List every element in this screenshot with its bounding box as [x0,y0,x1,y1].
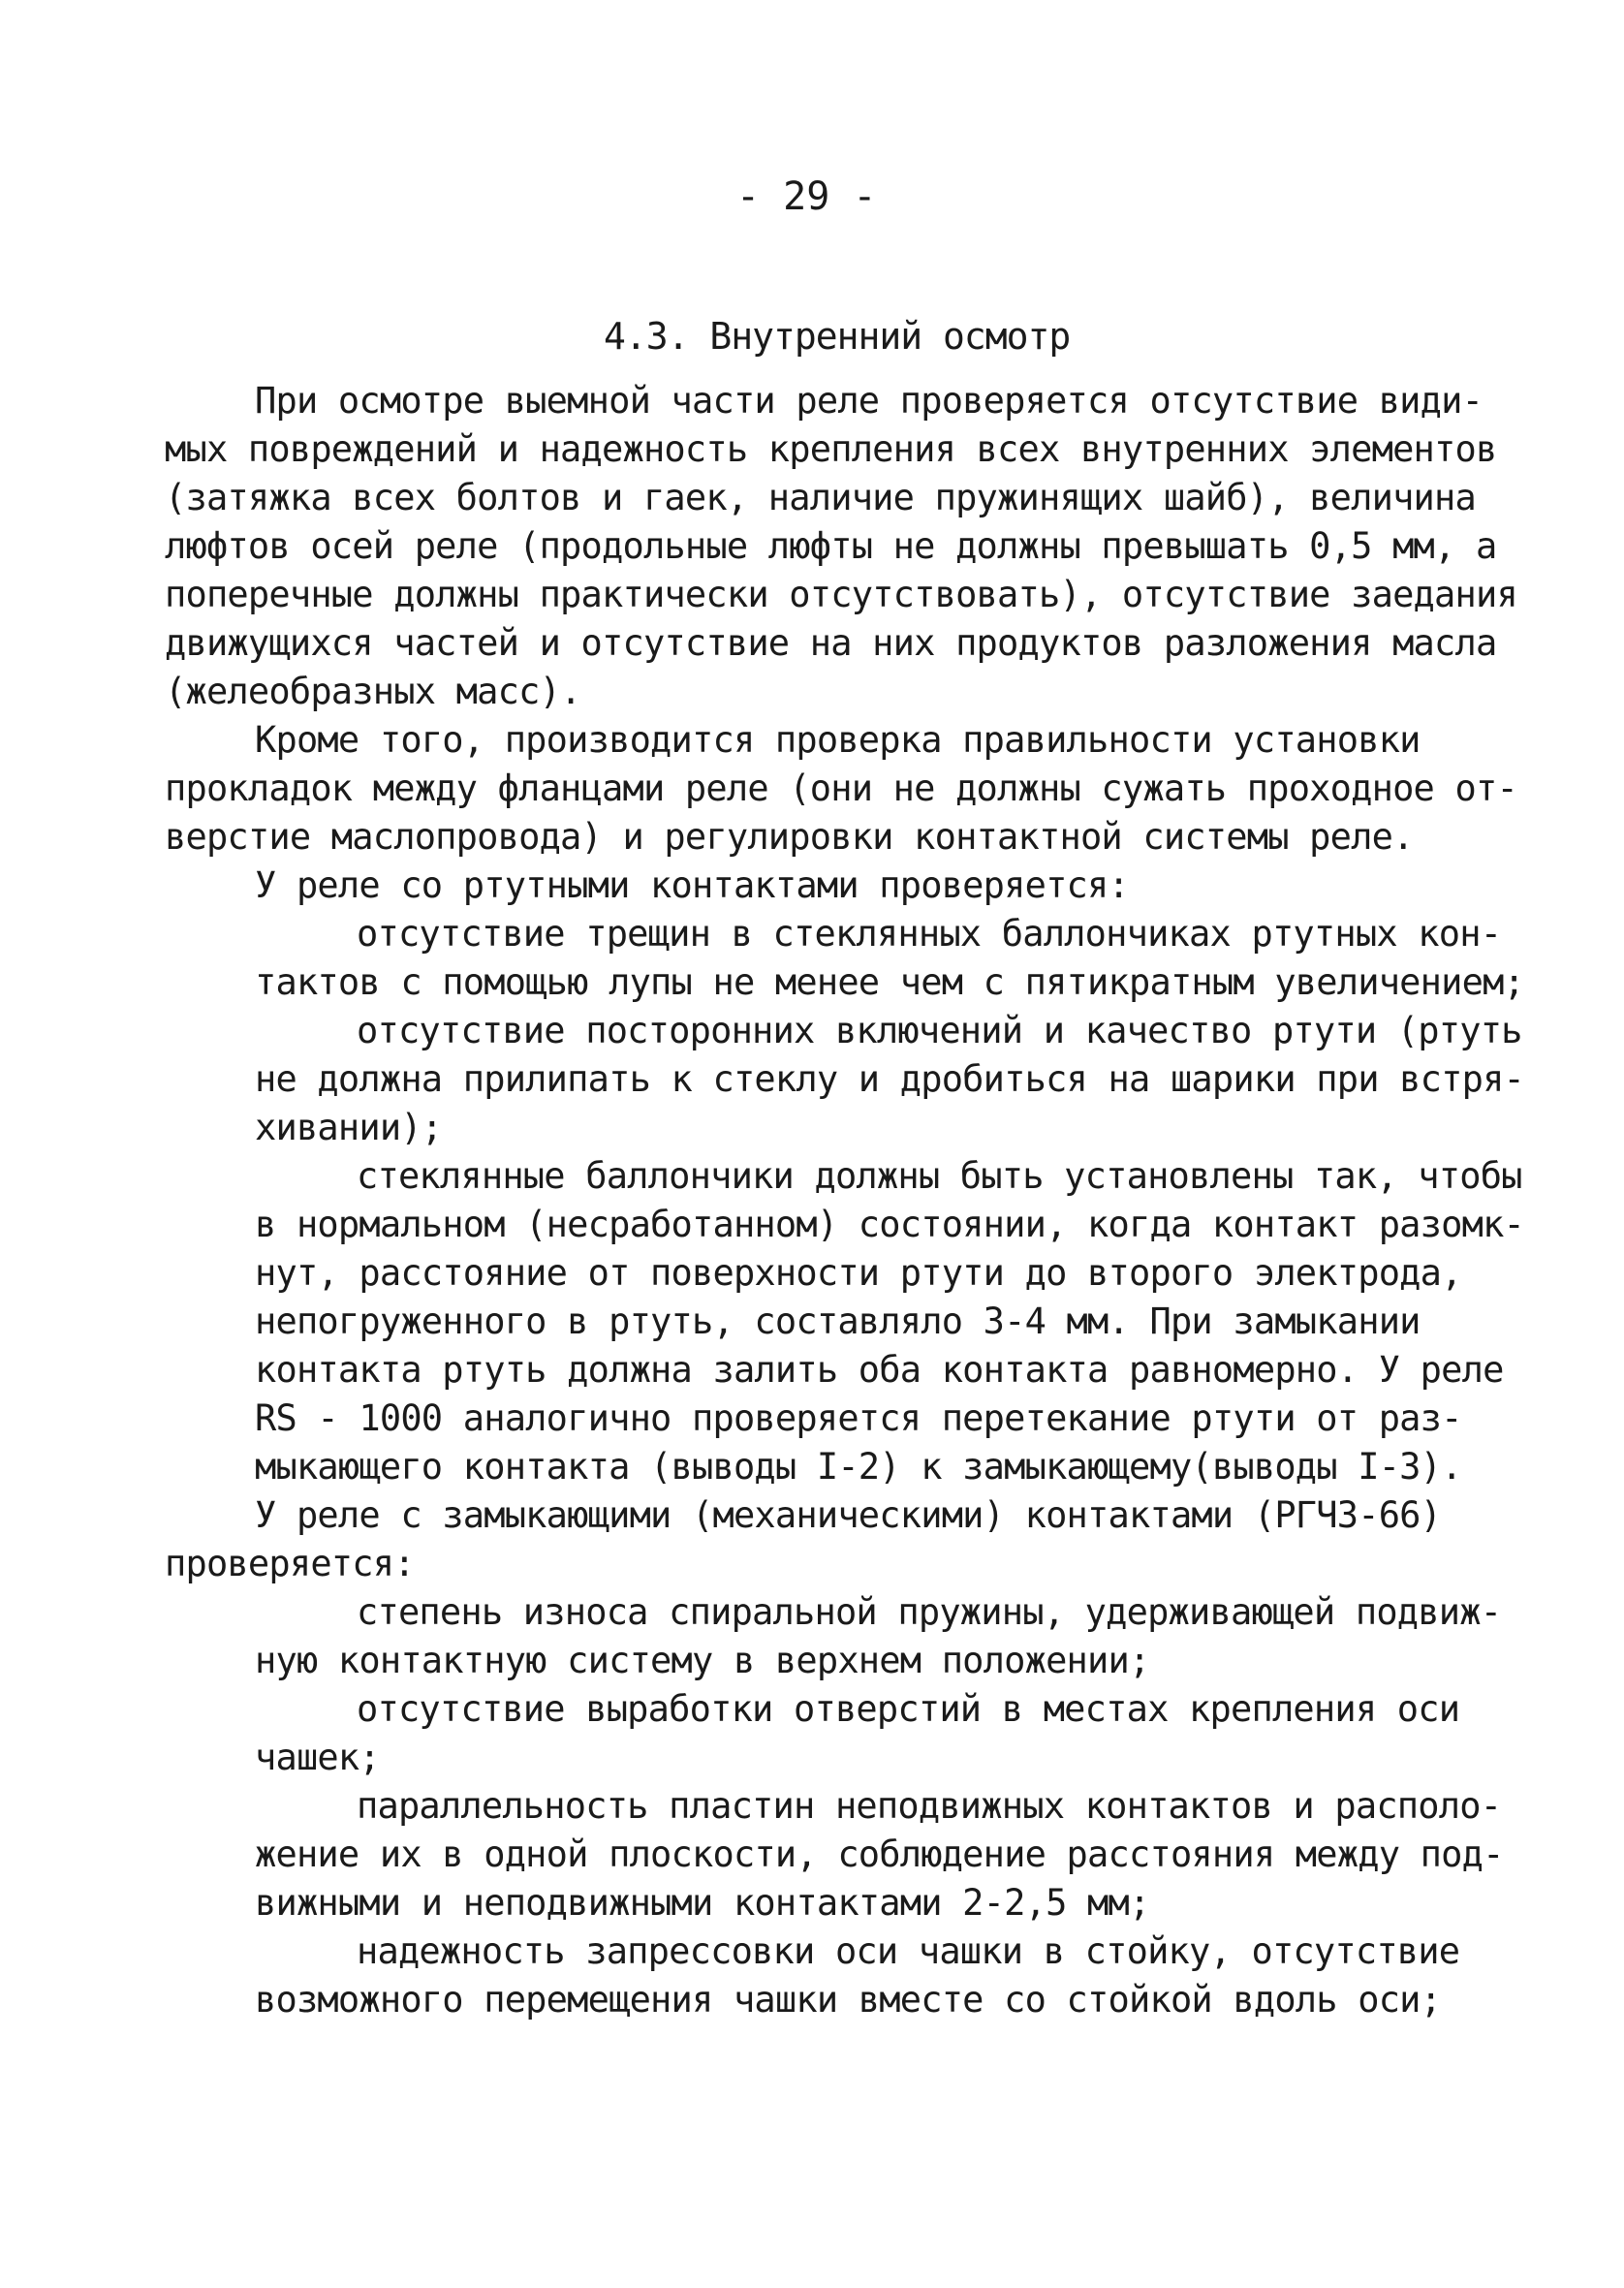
text-line: отсутствие посторонних включений и качество ртути (ртуть [357,1010,1522,1051]
text-line: нут, расстояние от поверхности ртути до второго электрода, [255,1252,1462,1294]
text-line: RS - 1000 аналогично проверяется перетекание ртути от раз- [255,1397,1462,1439]
text-line: У реле с замыкающими (механическими) контактами (РГЧЗ-66) [255,1494,1442,1536]
text-line: степень износа спиральной пружины, удерживающей подвиж- [357,1591,1502,1633]
text-line: отсутствие трещин в стеклянных баллончиках ртутных кон- [357,913,1502,955]
text-line: контакта ртуть должна залить оба контакта равномерно. У реле [255,1349,1504,1391]
text-line: У реле со ртутными контактами проверяется: [255,864,1129,906]
text-line: в нормальном (несработанном) состоянии, когда контакт разомк- [255,1204,1525,1245]
text-line: надежность запрессовки оси чашки в стойку, отсутствие [357,1930,1460,1972]
text-line: вижными и неподвижными контактами 2-2,5 мм; [255,1882,1150,1924]
page-number: - 29 - [736,174,877,219]
text-line: (желеобразных масс). [165,671,581,712]
text-line: При осмотре выемной части реле проверяется отсутствие види- [255,380,1483,422]
text-line: отсутствие выработки отверстий в местах крепления оси [357,1688,1460,1730]
text-line: тактов с помощью лупы не менее чем с пятикратным увеличением; [255,961,1525,1003]
text-line: мыкающего контакта (выводы I-2) к замыкающему(выводы I-3). [255,1446,1462,1488]
text-line: стеклянные баллончики должны быть установлены так, чтобы [357,1155,1522,1197]
text-line: хивании); [255,1107,443,1148]
text-line: не должна прилипать к стеклу и дробиться на шарики при встря- [255,1058,1525,1100]
text-line: движущихся частей и отсутствие на них продуктов разложения масла [165,622,1497,664]
text-line: жение их в одной плоскости, соблюдение расстояния между под- [255,1834,1504,1875]
text-line: прокладок между фланцами реле (они не должны сужать проходное от- [165,768,1517,809]
text-line: поперечные должны практически отсутствовать), отсутствие заедания [165,574,1517,615]
section-title: 4.3. Внутренний осмотр [604,315,1071,358]
text-line: чашек; [255,1737,380,1778]
text-line: (затяжка всех болтов и гаек, наличие пружинящих шайб), величина [165,477,1476,518]
text-line: люфтов осей реле (продольные люфты не должны превышать 0,5 мм, а [165,525,1497,567]
text-line: ную контактную систему в верхнем положении; [255,1640,1150,1681]
text-line: мых повреждений и надежность крепления всех внутренних элементов [165,428,1497,470]
text-line: непогруженного в ртуть, составляло 3-4 мм. При замыкании [255,1301,1421,1342]
text-line: проверяется: [165,1543,415,1584]
text-line: возможного перемещения чашки вместе со стойкой вдоль оси; [255,1979,1442,2021]
text-line: верстие маслопровода) и регулировки контактной системы реле. [165,816,1414,858]
text-line: параллельность пластин неподвижных контактов и располо- [357,1785,1502,1827]
text-line: Кроме того, производится проверка правильности установки [255,719,1421,761]
